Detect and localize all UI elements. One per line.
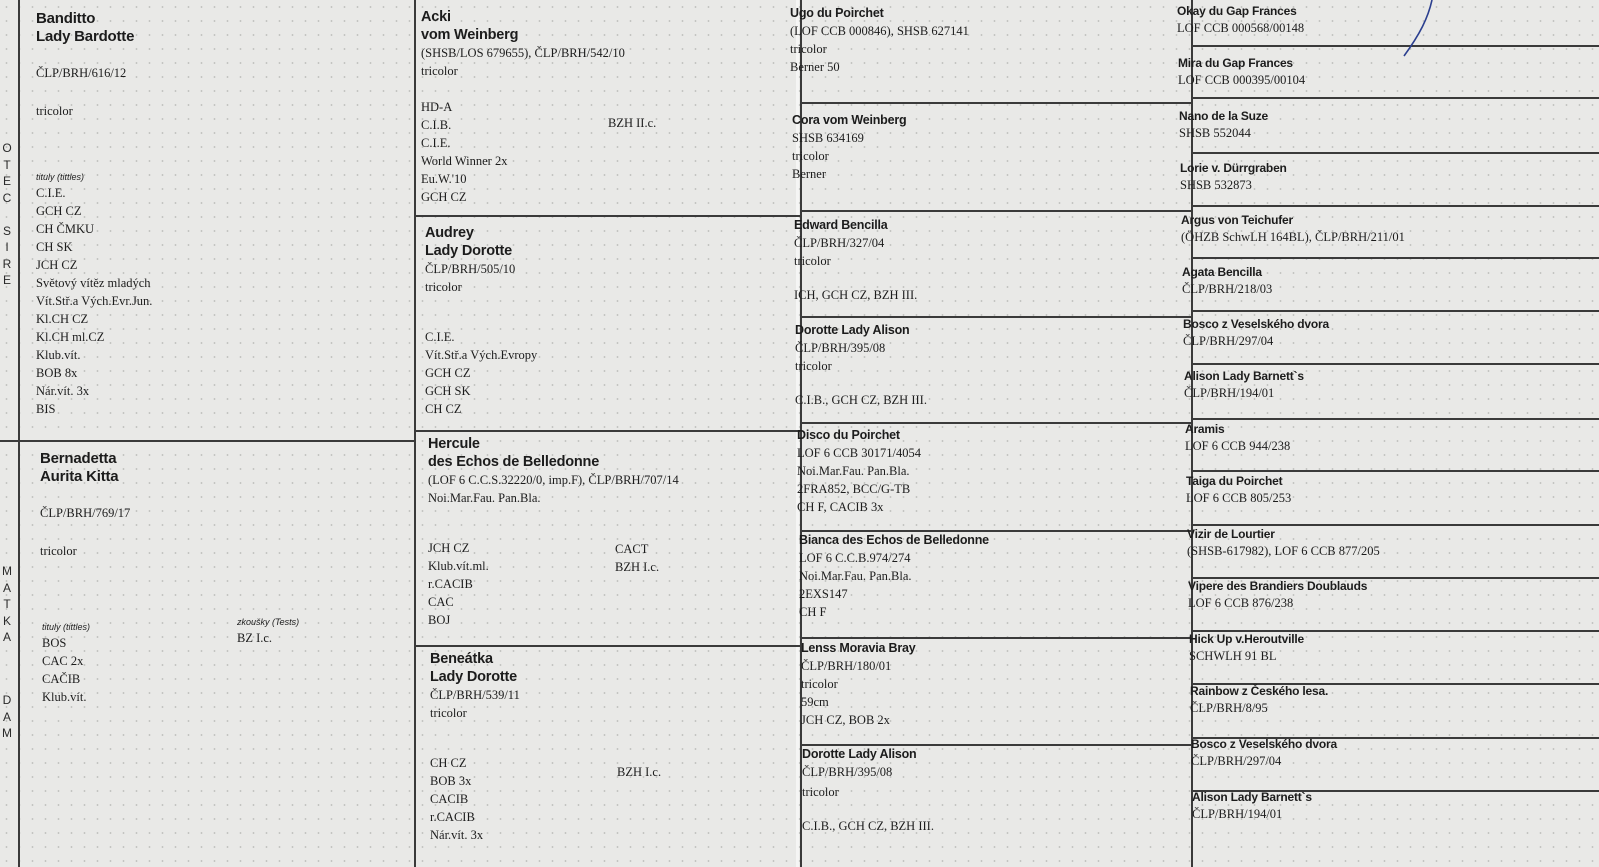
great-grandparent-cell: Disco du Poirchet LOF 6 CCB 30171/4054 Noi.Mar.Fau. Pan.Bla. 2FRA852, BCC/G-TB CH F, CACIB 3x bbox=[797, 428, 921, 514]
granddam-paternal-cell: Audrey Lady Dorotte ČLP/BRH/505/10 tricolor C.I.E. Vít.Stř.a Vých.Evropy GCH CZ GCH SK CH CZ bbox=[425, 225, 538, 416]
grid-line bbox=[18, 0, 20, 867]
sire-registration: ČLP/BRH/616/12 bbox=[36, 66, 127, 80]
pen-stroke-mark bbox=[1398, 0, 1438, 60]
grid-line bbox=[414, 215, 800, 217]
sire-name-kennel: Lady Bardotte bbox=[36, 28, 135, 45]
grid-line bbox=[1191, 205, 1599, 207]
grid-line bbox=[1191, 152, 1599, 154]
great-grandparent-cell: Dorotte Lady Alison ČLP/BRH/395/08 tricolor C.I.B., GCH CZ, BZH III. bbox=[795, 323, 927, 407]
sire-titles-list: C.I.E. GCH CZ CH ČMKU CH SK JCH CZ Světový vítěz mladých Vít.Stř.a Vých.Evr.Jun. Kl.CH CZ Kl.CH ml.CZ Klub.vít. BOB 8x Nár.vít. 3x BIS bbox=[36, 186, 153, 416]
grid-line bbox=[0, 440, 414, 442]
grid-line bbox=[800, 210, 1191, 212]
test-result: BZH II.c. bbox=[608, 116, 657, 130]
ancestor-cell: Bosco z Veselského dvora ČLP/BRH/297/04 bbox=[1191, 737, 1337, 768]
grandsire-maternal-cell: Hercule des Echos de Belledonne (LOF 6 C.C.S.32220/0, imp.F), ČLP/BRH/707/14 Noi.Mar.Fau. Pan.Bla. JCH CZ Klub.vít.ml. r.CACIB CAC BOJ bbox=[428, 436, 679, 627]
sire-side-label: O T E C S I R E bbox=[2, 141, 12, 287]
ancestor-cell: Argus von Teichufer (ÖHZB SchwLH 164BL), ČLP/BRH/211/01 bbox=[1181, 213, 1405, 244]
grid-line bbox=[414, 0, 416, 867]
grandsire-paternal-cell: Acki vom Weinberg (SHSB/LOS 679655), ČLP/BRH/542/10 tricolor HD-A C.I.B. C.I.E. World Winner 2x Eu.W.'10 GCH CZ bbox=[421, 9, 625, 204]
ancestor-cell: Nano de la Suze SHSB 552044 bbox=[1179, 109, 1269, 140]
dam-tests: zkoušky (Tests) BZ I.c. bbox=[237, 617, 300, 645]
grid-line bbox=[1191, 257, 1599, 259]
ancestor-cell: Vipere des Brandiers Doublauds LOF 6 CCB 876/238 bbox=[1188, 579, 1368, 610]
grid-line bbox=[800, 637, 1191, 639]
great-grandparent-cell: Bianca des Echos de Belledonne LOF 6 C.C.B.974/274 Noi.Mar.Fau. Pan.Bla. 2EXS147 CH F bbox=[799, 533, 989, 619]
sire-color: tricolor bbox=[36, 104, 73, 118]
dam-registration: ČLP/BRH/769/17 bbox=[40, 506, 131, 520]
great-grandparent-cell: Lenss Moravia Bray ČLP/BRH/180/01 tricolor 59cm JCH CZ, BOB 2x bbox=[801, 641, 916, 727]
great-grandparent-cell: Edward Bencilla ČLP/BRH/327/04 tricolor ICH, GCH CZ, BZH III. bbox=[794, 218, 918, 302]
granddam-maternal-cell: Beneátka Lady Dorotte ČLP/BRH/539/11 tricolor CH CZ BOB 3x CACIB r.CACIB Nár.vít. 3x bbox=[430, 651, 520, 842]
ancestor-cell: Taiga du Poirchet LOF 6 CCB 805/253 bbox=[1186, 474, 1292, 505]
grid-line bbox=[1191, 418, 1599, 420]
sire-titles-label: tituly (tittles) bbox=[36, 172, 85, 182]
great-grandparent-cell: Ugo du Poirchet (LOF CCB 000846), SHSB 627141 tricolor Berner 50 bbox=[790, 6, 969, 74]
ancestor-cell: Hick Up v.Heroutville SCHWLH 91 BL bbox=[1189, 632, 1304, 663]
grid-line bbox=[1191, 310, 1599, 312]
grid-line bbox=[1191, 470, 1599, 472]
grid-line bbox=[800, 316, 1191, 318]
ancestor-cell: Agata Bencilla ČLP/BRH/218/03 bbox=[1182, 265, 1273, 296]
ancestor-cell: Okay du Gap Frances LOF CCB 000568/00148 bbox=[1177, 4, 1305, 35]
grid-line bbox=[414, 645, 800, 647]
ancestor-cell: Bosco z Veselského dvora ČLP/BRH/297/04 bbox=[1183, 317, 1329, 348]
ancestor-cell: Mira du Gap Frances LOF CCB 000395/00104 bbox=[1178, 56, 1306, 87]
sire-name: Banditto bbox=[36, 10, 96, 27]
grid-line bbox=[1191, 45, 1599, 47]
dam-titles: tituly (tittles) BOS CAC 2x CAČIB Klub.vít. bbox=[42, 622, 91, 704]
grid-line bbox=[800, 422, 1191, 424]
ancestor-cell: Lorie v. Dürrgraben SHSB 532873 bbox=[1180, 161, 1287, 192]
sire-cell bbox=[36, 10, 406, 418]
dam-side-label: M A T K A bbox=[2, 564, 12, 644]
dam-side-label-en: D A M bbox=[2, 693, 12, 740]
dam-tests-label: zkoušky (Tests) bbox=[237, 617, 300, 627]
ancestor-cell: Aramis LOF 6 CCB 944/238 bbox=[1185, 422, 1291, 453]
ancestor-cell: Vizir de Lourtier (SHSB-617982), LOF 6 CCB 877/205 bbox=[1187, 527, 1380, 558]
ancestor-cell: Rainbow z Českého lesa. ČLP/BRH/8/95 bbox=[1190, 684, 1329, 715]
great-grandparent-cell: Cora vom Weinberg SHSB 634169 tricolor Berner bbox=[792, 113, 907, 181]
grid-line bbox=[1191, 363, 1599, 365]
grid-line bbox=[414, 430, 800, 432]
test-results: CACT BZH I.c. bbox=[615, 542, 660, 574]
great-grandparent-cell: Dorotte Lady Alison ČLP/BRH/395/08 tricolor C.I.B., GCH CZ, BZH III. bbox=[802, 747, 934, 833]
grid-line bbox=[1191, 97, 1599, 99]
dam-color: tricolor bbox=[40, 544, 77, 558]
grid-line bbox=[800, 102, 1191, 104]
dam-titles-label: tituly (tittles) bbox=[42, 622, 91, 632]
dam-cell bbox=[40, 450, 410, 560]
dam-name: Bernadetta bbox=[40, 450, 117, 467]
dam-name-kennel: Aurita Kitta bbox=[40, 468, 119, 485]
ancestor-cell: Alison Lady Barnett`s ČLP/BRH/194/01 bbox=[1184, 369, 1304, 400]
ancestor-cell: Alison Lady Barnett`s ČLP/BRH/194/01 bbox=[1192, 790, 1312, 821]
test-result: BZH I.c. bbox=[617, 765, 662, 779]
